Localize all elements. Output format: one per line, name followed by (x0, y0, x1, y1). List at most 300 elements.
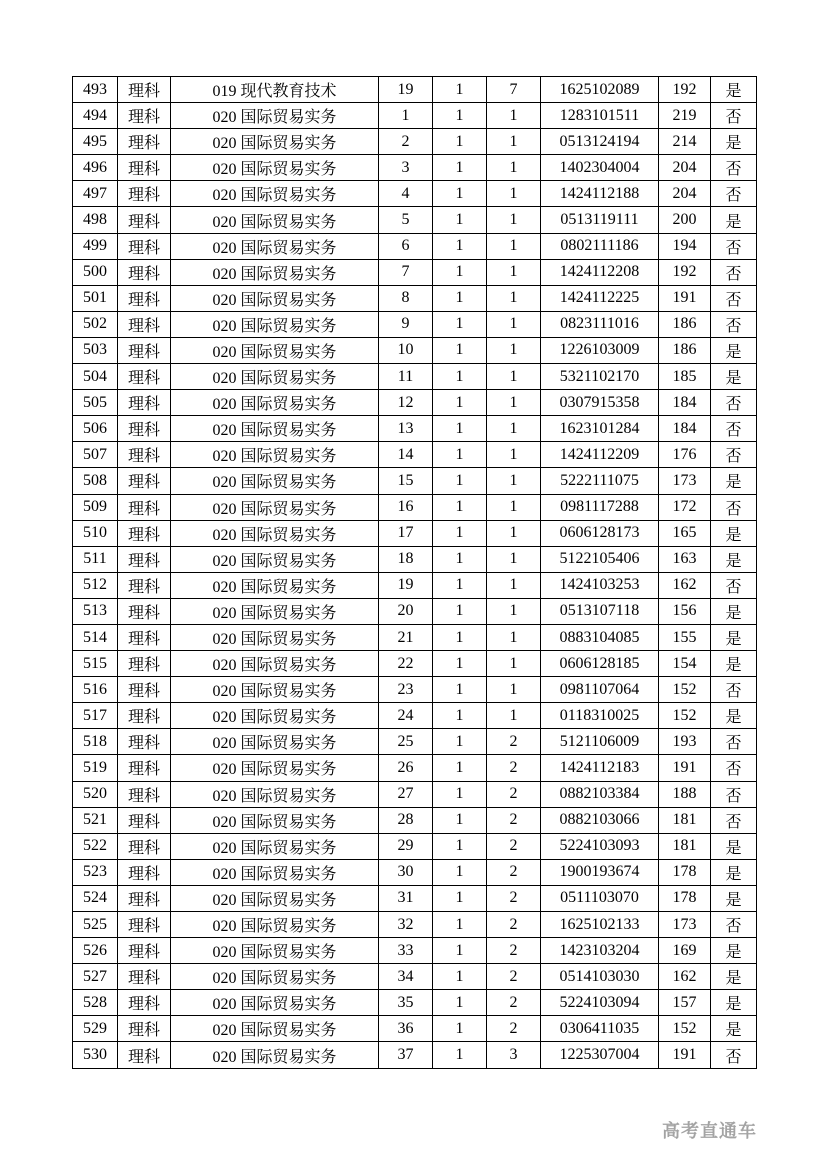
cell-candidate-id: 0513124194 (541, 129, 659, 155)
cell-major: 020 国际贸易实务 (171, 546, 379, 572)
cell-col6: 1 (487, 442, 541, 468)
cell-rank: 20 (379, 598, 433, 624)
cell-major: 020 国际贸易实务 (171, 651, 379, 677)
cell-col6: 1 (487, 129, 541, 155)
cell-category: 理科 (118, 155, 171, 181)
cell-col6: 1 (487, 598, 541, 624)
cell-col5: 1 (433, 885, 487, 911)
table-row (73, 572, 757, 598)
cell-candidate-id: 0514103030 (541, 964, 659, 990)
cell-col5: 1 (433, 337, 487, 363)
cell-candidate-id: 0981117288 (541, 494, 659, 520)
cell-candidate-id: 0883104085 (541, 624, 659, 650)
cell-rank: 26 (379, 755, 433, 781)
cell-row-number: 504 (73, 364, 118, 390)
cell-col5: 1 (433, 729, 487, 755)
cell-row-number: 518 (73, 729, 118, 755)
cell-row-number: 509 (73, 494, 118, 520)
cell-admitted-flag: 是 (711, 468, 757, 494)
cell-col6: 1 (487, 390, 541, 416)
cell-col5: 1 (433, 677, 487, 703)
cell-row-number: 516 (73, 677, 118, 703)
cell-col5: 1 (433, 1016, 487, 1042)
cell-score: 204 (659, 155, 711, 181)
cell-col6: 1 (487, 311, 541, 337)
cell-major: 020 国际贸易实务 (171, 938, 379, 964)
cell-candidate-id: 1625102089 (541, 77, 659, 103)
cell-col5: 1 (433, 233, 487, 259)
cell-category: 理科 (118, 520, 171, 546)
cell-candidate-id: 0802111186 (541, 233, 659, 259)
cell-candidate-id: 5122105406 (541, 546, 659, 572)
cell-row-number: 493 (73, 77, 118, 103)
cell-col5: 1 (433, 938, 487, 964)
table-row (73, 755, 757, 781)
cell-col6: 1 (487, 624, 541, 650)
cell-score: 181 (659, 807, 711, 833)
cell-category: 理科 (118, 912, 171, 938)
cell-col6: 1 (487, 703, 541, 729)
cell-row-number: 510 (73, 520, 118, 546)
cell-col6: 2 (487, 807, 541, 833)
cell-rank: 16 (379, 494, 433, 520)
cell-admitted-flag: 否 (711, 1042, 757, 1068)
cell-candidate-id: 0307915358 (541, 390, 659, 416)
cell-candidate-id: 0882103384 (541, 781, 659, 807)
cell-rank: 33 (379, 938, 433, 964)
cell-col6: 2 (487, 990, 541, 1016)
cell-major: 020 国际贸易实务 (171, 729, 379, 755)
table-row (73, 181, 757, 207)
cell-category: 理科 (118, 1042, 171, 1068)
cell-row-number: 499 (73, 233, 118, 259)
cell-major: 020 国际贸易实务 (171, 859, 379, 885)
cell-col6: 1 (487, 572, 541, 598)
cell-row-number: 512 (73, 572, 118, 598)
cell-category: 理科 (118, 651, 171, 677)
cell-category: 理科 (118, 103, 171, 129)
cell-col6: 2 (487, 885, 541, 911)
cell-col6: 1 (487, 155, 541, 181)
cell-row-number: 520 (73, 781, 118, 807)
cell-category: 理科 (118, 990, 171, 1016)
cell-col6: 2 (487, 833, 541, 859)
cell-score: 173 (659, 912, 711, 938)
cell-rank: 1 (379, 103, 433, 129)
cell-rank: 19 (379, 77, 433, 103)
cell-col6: 1 (487, 259, 541, 285)
cell-admitted-flag: 是 (711, 520, 757, 546)
cell-score: 194 (659, 233, 711, 259)
cell-score: 178 (659, 859, 711, 885)
cell-col5: 1 (433, 859, 487, 885)
cell-major: 020 国际贸易实务 (171, 311, 379, 337)
table-row (73, 651, 757, 677)
cell-candidate-id: 0606128173 (541, 520, 659, 546)
table-row (73, 364, 757, 390)
cell-row-number: 529 (73, 1016, 118, 1042)
cell-col5: 1 (433, 259, 487, 285)
cell-category: 理科 (118, 259, 171, 285)
cell-candidate-id: 0882103066 (541, 807, 659, 833)
cell-candidate-id: 0306411035 (541, 1016, 659, 1042)
cell-admitted-flag: 是 (711, 598, 757, 624)
cell-col5: 1 (433, 494, 487, 520)
cell-category: 理科 (118, 703, 171, 729)
cell-rank: 37 (379, 1042, 433, 1068)
cell-admitted-flag: 否 (711, 781, 757, 807)
cell-row-number: 514 (73, 624, 118, 650)
cell-candidate-id: 1424112183 (541, 755, 659, 781)
cell-candidate-id: 1424112209 (541, 442, 659, 468)
cell-major: 020 国际贸易实务 (171, 390, 379, 416)
cell-admitted-flag: 是 (711, 703, 757, 729)
cell-rank: 12 (379, 390, 433, 416)
cell-col6: 1 (487, 651, 541, 677)
cell-candidate-id: 5222111075 (541, 468, 659, 494)
cell-admitted-flag: 否 (711, 103, 757, 129)
cell-rank: 13 (379, 416, 433, 442)
cell-col5: 1 (433, 207, 487, 233)
cell-category: 理科 (118, 207, 171, 233)
cell-col6: 2 (487, 1016, 541, 1042)
cell-category: 理科 (118, 390, 171, 416)
cell-rank: 30 (379, 859, 433, 885)
cell-admitted-flag: 是 (711, 859, 757, 885)
cell-rank: 14 (379, 442, 433, 468)
cell-col6: 1 (487, 285, 541, 311)
cell-candidate-id: 1226103009 (541, 337, 659, 363)
cell-category: 理科 (118, 572, 171, 598)
cell-admitted-flag: 是 (711, 207, 757, 233)
cell-row-number: 522 (73, 833, 118, 859)
cell-score: 152 (659, 1016, 711, 1042)
cell-category: 理科 (118, 807, 171, 833)
cell-row-number: 527 (73, 964, 118, 990)
cell-rank: 34 (379, 964, 433, 990)
table-row (73, 442, 757, 468)
cell-score: 154 (659, 651, 711, 677)
table-row (73, 964, 757, 990)
cell-col6: 2 (487, 729, 541, 755)
cell-major: 020 国际贸易实务 (171, 885, 379, 911)
cell-admitted-flag: 否 (711, 494, 757, 520)
cell-col5: 1 (433, 912, 487, 938)
cell-category: 理科 (118, 833, 171, 859)
cell-major: 020 国际贸易实务 (171, 677, 379, 703)
cell-col5: 1 (433, 651, 487, 677)
cell-col5: 1 (433, 1042, 487, 1068)
cell-row-number: 505 (73, 390, 118, 416)
cell-rank: 36 (379, 1016, 433, 1042)
table-row (73, 468, 757, 494)
cell-col5: 1 (433, 442, 487, 468)
table-row (73, 833, 757, 859)
cell-score: 214 (659, 129, 711, 155)
table-body (73, 77, 757, 1069)
cell-score: 191 (659, 285, 711, 311)
cell-candidate-id: 0513107118 (541, 598, 659, 624)
cell-major: 020 国际贸易实务 (171, 181, 379, 207)
cell-category: 理科 (118, 885, 171, 911)
cell-col6: 1 (487, 677, 541, 703)
cell-admitted-flag: 是 (711, 129, 757, 155)
cell-col5: 1 (433, 155, 487, 181)
cell-score: 157 (659, 990, 711, 1016)
cell-col5: 1 (433, 416, 487, 442)
cell-major: 019 现代教育技术 (171, 77, 379, 103)
cell-score: 152 (659, 703, 711, 729)
cell-category: 理科 (118, 859, 171, 885)
cell-candidate-id: 1625102133 (541, 912, 659, 938)
cell-score: 165 (659, 520, 711, 546)
cell-candidate-id: 1402304004 (541, 155, 659, 181)
cell-col6: 1 (487, 416, 541, 442)
cell-candidate-id: 1283101511 (541, 103, 659, 129)
cell-major: 020 国际贸易实务 (171, 1016, 379, 1042)
cell-major: 020 国际贸易实务 (171, 781, 379, 807)
cell-score: 156 (659, 598, 711, 624)
cell-row-number: 496 (73, 155, 118, 181)
cell-major: 020 国际贸易实务 (171, 990, 379, 1016)
cell-col6: 3 (487, 1042, 541, 1068)
cell-rank: 25 (379, 729, 433, 755)
table-row (73, 859, 757, 885)
cell-major: 020 国际贸易实务 (171, 103, 379, 129)
cell-row-number: 519 (73, 755, 118, 781)
cell-rank: 2 (379, 129, 433, 155)
cell-admitted-flag: 否 (711, 311, 757, 337)
cell-admitted-flag: 是 (711, 651, 757, 677)
cell-major: 020 国际贸易实务 (171, 468, 379, 494)
cell-row-number: 526 (73, 938, 118, 964)
cell-candidate-id: 0118310025 (541, 703, 659, 729)
cell-admitted-flag: 否 (711, 181, 757, 207)
table-row (73, 990, 757, 1016)
cell-row-number: 502 (73, 311, 118, 337)
cell-major: 020 国际贸易实务 (171, 364, 379, 390)
cell-col5: 1 (433, 703, 487, 729)
cell-col5: 1 (433, 285, 487, 311)
table-row (73, 598, 757, 624)
cell-major: 020 国际贸易实务 (171, 207, 379, 233)
cell-col6: 1 (487, 494, 541, 520)
cell-rank: 23 (379, 677, 433, 703)
cell-col5: 1 (433, 364, 487, 390)
cell-score: 186 (659, 311, 711, 337)
cell-candidate-id: 0606128185 (541, 651, 659, 677)
table-row (73, 677, 757, 703)
watermark-gaokao-zhitongche: 高考直通车 (662, 1121, 757, 1141)
cell-major: 020 国际贸易实务 (171, 337, 379, 363)
cell-score: 193 (659, 729, 711, 755)
cell-score: 184 (659, 390, 711, 416)
cell-col5: 1 (433, 598, 487, 624)
cell-candidate-id: 0511103070 (541, 885, 659, 911)
cell-rank: 31 (379, 885, 433, 911)
cell-rank: 32 (379, 912, 433, 938)
cell-col5: 1 (433, 520, 487, 546)
cell-row-number: 523 (73, 859, 118, 885)
cell-score: 185 (659, 364, 711, 390)
cell-rank: 29 (379, 833, 433, 859)
cell-col5: 1 (433, 572, 487, 598)
cell-score: 162 (659, 572, 711, 598)
cell-major: 020 国际贸易实务 (171, 624, 379, 650)
cell-row-number: 524 (73, 885, 118, 911)
cell-col5: 1 (433, 807, 487, 833)
table-row (73, 155, 757, 181)
cell-admitted-flag: 是 (711, 364, 757, 390)
cell-admitted-flag: 否 (711, 912, 757, 938)
cell-admitted-flag: 否 (711, 755, 757, 781)
cell-rank: 35 (379, 990, 433, 1016)
cell-col5: 1 (433, 181, 487, 207)
cell-col5: 1 (433, 833, 487, 859)
cell-category: 理科 (118, 129, 171, 155)
cell-row-number: 495 (73, 129, 118, 155)
cell-col5: 1 (433, 77, 487, 103)
cell-major: 020 国际贸易实务 (171, 755, 379, 781)
cell-row-number: 530 (73, 1042, 118, 1068)
cell-rank: 9 (379, 311, 433, 337)
cell-candidate-id: 1225307004 (541, 1042, 659, 1068)
cell-major: 020 国际贸易实务 (171, 442, 379, 468)
cell-admitted-flag: 是 (711, 990, 757, 1016)
table-row (73, 912, 757, 938)
cell-col5: 1 (433, 129, 487, 155)
cell-score: 178 (659, 885, 711, 911)
cell-score: 181 (659, 833, 711, 859)
cell-score: 155 (659, 624, 711, 650)
cell-score: 219 (659, 103, 711, 129)
cell-admitted-flag: 否 (711, 572, 757, 598)
cell-rank: 5 (379, 207, 433, 233)
cell-row-number: 494 (73, 103, 118, 129)
cell-major: 020 国际贸易实务 (171, 494, 379, 520)
cell-candidate-id: 0823111016 (541, 311, 659, 337)
cell-score: 192 (659, 77, 711, 103)
cell-col5: 1 (433, 546, 487, 572)
cell-category: 理科 (118, 364, 171, 390)
cell-score: 192 (659, 259, 711, 285)
cell-category: 理科 (118, 938, 171, 964)
cell-col6: 1 (487, 520, 541, 546)
cell-row-number: 497 (73, 181, 118, 207)
cell-score: 172 (659, 494, 711, 520)
cell-col5: 1 (433, 390, 487, 416)
cell-col5: 1 (433, 781, 487, 807)
cell-admitted-flag: 是 (711, 833, 757, 859)
cell-row-number: 506 (73, 416, 118, 442)
table-row (73, 77, 757, 103)
cell-major: 020 国际贸易实务 (171, 129, 379, 155)
cell-major: 020 国际贸易实务 (171, 833, 379, 859)
cell-col6: 2 (487, 912, 541, 938)
cell-category: 理科 (118, 468, 171, 494)
table-row (73, 807, 757, 833)
cell-rank: 6 (379, 233, 433, 259)
admission-score-table (72, 76, 757, 1069)
table-row (73, 520, 757, 546)
cell-candidate-id: 1900193674 (541, 859, 659, 885)
cell-col6: 2 (487, 938, 541, 964)
cell-candidate-id: 1423103204 (541, 938, 659, 964)
cell-admitted-flag: 是 (711, 964, 757, 990)
cell-admitted-flag: 是 (711, 77, 757, 103)
cell-row-number: 513 (73, 598, 118, 624)
table-row (73, 1016, 757, 1042)
cell-candidate-id: 1623101284 (541, 416, 659, 442)
cell-admitted-flag: 否 (711, 729, 757, 755)
cell-admitted-flag: 否 (711, 416, 757, 442)
cell-col6: 7 (487, 77, 541, 103)
cell-col6: 1 (487, 181, 541, 207)
cell-admitted-flag: 是 (711, 938, 757, 964)
cell-rank: 22 (379, 651, 433, 677)
cell-col6: 2 (487, 964, 541, 990)
table-row (73, 285, 757, 311)
cell-score: 188 (659, 781, 711, 807)
cell-category: 理科 (118, 546, 171, 572)
cell-category: 理科 (118, 598, 171, 624)
cell-score: 163 (659, 546, 711, 572)
cell-candidate-id: 5224103093 (541, 833, 659, 859)
cell-category: 理科 (118, 677, 171, 703)
cell-row-number: 501 (73, 285, 118, 311)
cell-admitted-flag: 否 (711, 259, 757, 285)
cell-category: 理科 (118, 233, 171, 259)
table-row (73, 938, 757, 964)
cell-col6: 2 (487, 755, 541, 781)
cell-col6: 1 (487, 207, 541, 233)
cell-col5: 1 (433, 990, 487, 1016)
cell-row-number: 511 (73, 546, 118, 572)
cell-category: 理科 (118, 494, 171, 520)
cell-category: 理科 (118, 77, 171, 103)
cell-score: 186 (659, 337, 711, 363)
cell-score: 169 (659, 938, 711, 964)
cell-candidate-id: 0981107064 (541, 677, 659, 703)
cell-admitted-flag: 否 (711, 285, 757, 311)
table-row (73, 129, 757, 155)
cell-category: 理科 (118, 337, 171, 363)
cell-category: 理科 (118, 624, 171, 650)
cell-category: 理科 (118, 755, 171, 781)
cell-score: 191 (659, 755, 711, 781)
table-row (73, 781, 757, 807)
cell-rank: 18 (379, 546, 433, 572)
cell-row-number: 498 (73, 207, 118, 233)
cell-category: 理科 (118, 729, 171, 755)
table-row (73, 311, 757, 337)
cell-major: 020 国际贸易实务 (171, 259, 379, 285)
cell-admitted-flag: 是 (711, 1016, 757, 1042)
table-row (73, 1042, 757, 1068)
cell-col6: 1 (487, 337, 541, 363)
cell-category: 理科 (118, 181, 171, 207)
cell-admitted-flag: 否 (711, 677, 757, 703)
table-row (73, 729, 757, 755)
cell-score: 152 (659, 677, 711, 703)
cell-score: 162 (659, 964, 711, 990)
cell-row-number: 503 (73, 337, 118, 363)
table-row (73, 233, 757, 259)
table-row (73, 494, 757, 520)
cell-rank: 7 (379, 259, 433, 285)
cell-col6: 2 (487, 859, 541, 885)
cell-category: 理科 (118, 416, 171, 442)
